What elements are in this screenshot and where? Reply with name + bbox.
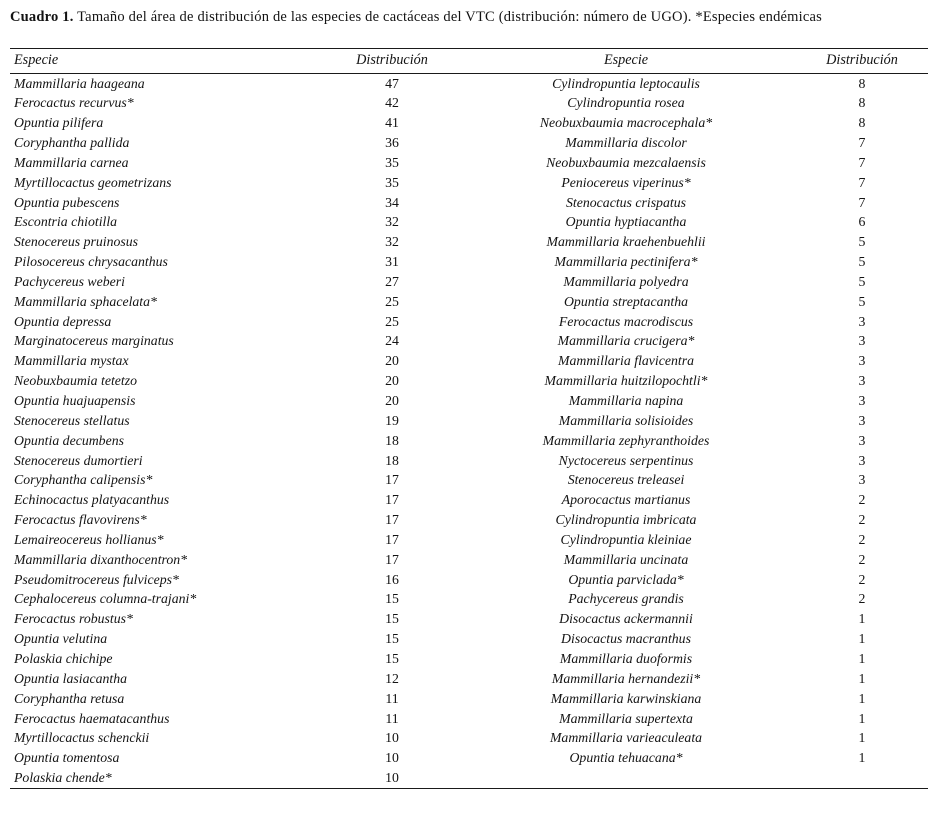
species-cell-right: Mammillaria kraehenbuehlii [546,234,706,250]
species-cell-right: Mammillaria zephyranthoides [542,432,710,448]
table-row [10,331,928,351]
species-cell-left: Mammillaria mystax [14,353,129,369]
dist-cell-right: 3 [858,452,866,468]
species-cell-left: Coryphantha retusa [14,690,125,706]
dist-cell-right: 8 [858,95,866,111]
dist-cell-left: 32 [385,214,399,230]
species-cell-left: Echinocactus platyacanthus [14,492,170,508]
species-cell-right: Mammillaria supertexta [559,710,693,726]
table-row [10,669,928,689]
dist-cell-left: 24 [385,333,399,349]
species-cell-right: Cylindropuntia imbricata [555,512,697,528]
dist-cell-right: 7 [858,174,866,190]
species-cell-left: Marginatocereus marginatus [14,333,174,349]
table-row [10,113,928,133]
species-cell-left: Lemaireocereus hollianus* [14,531,164,547]
dist-cell-right: 2 [858,551,866,567]
species-cell-left: Mammillaria carnea [14,154,129,170]
table-row [10,728,928,748]
dist-cell-left: 20 [385,353,399,369]
species-cell-left: Polaskia chichipe [14,650,113,666]
species-cell-right: Nyctocereus serpentinus [558,452,694,468]
dist-cell-right [796,768,928,788]
dist-cell-left: 36 [385,135,399,151]
table-row [10,470,928,490]
table-row [10,530,928,550]
dist-cell-left: 15 [385,591,399,607]
species-cell-right: Opuntia parviclada* [568,571,684,587]
species-cell-right: Mammillaria huitzilopochtli* [544,373,708,389]
table-row [10,212,928,232]
species-cell-left: Mammillaria sphacelata* [14,293,157,309]
species-cell-right [456,768,796,788]
dist-cell-right: 1 [858,690,866,706]
species-cell-left: Ferocactus haematacanthus [14,710,170,726]
table-row [10,689,928,709]
species-cell-right: Mammillaria napina [568,393,684,408]
species-cell-left: Stenocereus pruinosus [14,234,139,250]
dist-cell-right: 3 [858,313,866,329]
table-row [10,173,928,193]
dist-cell-left: 19 [385,412,399,428]
table-caption-label: Cuadro 1. [10,9,74,25]
table-row [10,629,928,649]
header-distribucion-right: Distribución [796,48,928,73]
dist-cell-right: 1 [858,670,866,686]
dist-cell-left: 15 [385,631,399,647]
table-row [10,431,928,451]
species-cell-right: Mammillaria duoformis [559,650,693,666]
dist-cell-right: 3 [858,333,866,349]
species-cell-left: Myrtillocactus schenckii [14,730,150,746]
dist-cell-right: 3 [858,432,866,448]
dist-cell-left: 17 [385,512,399,528]
dist-cell-right: 2 [858,492,866,508]
table-row [10,748,928,768]
dist-cell-left: 16 [385,571,399,587]
dist-cell-right: 2 [858,571,866,587]
dist-cell-left: 10 [385,770,399,786]
table-row [10,272,928,292]
species-cell-left: Coryphantha calipensis* [14,472,153,488]
dist-cell-left: 31 [385,254,399,270]
dist-cell-left: 18 [385,452,399,468]
table-row [10,550,928,570]
dist-cell-right: 3 [858,472,866,488]
species-cell-left: Ferocactus robustus* [14,611,133,627]
dist-cell-left: 17 [385,472,399,488]
species-cell-left: Mammillaria haageana [14,75,145,91]
species-cell-left: Ferocactus recurvus* [14,95,134,111]
species-cell-right: Mammillaria varieaculeata [549,730,703,746]
dist-cell-left: 10 [385,730,399,746]
dist-cell-left: 11 [385,710,399,726]
table-header-row [10,48,928,73]
dist-cell-left: 15 [385,650,399,666]
species-cell-left: Opuntia pilifera [14,115,104,131]
dist-cell-right: 7 [858,154,866,170]
species-cell-left: Opuntia velutina [14,631,108,647]
species-cell-right: Mammillaria hernandezii* [551,670,701,686]
dist-cell-left: 20 [385,373,399,389]
dist-cell-left: 12 [385,670,399,686]
species-cell-right: Pachycereus grandis [568,591,684,607]
species-cell-left: Pachycereus weberi [14,273,125,289]
species-cell-right: Mammillaria flavicentra [557,353,695,369]
dist-cell-right: 2 [858,512,866,528]
species-cell-left: Opuntia depressa [14,313,112,329]
species-cell-right: Opuntia hyptiacantha [565,214,687,230]
table-row [10,490,928,510]
dist-cell-right: 3 [858,373,866,389]
table-row [10,768,928,788]
dist-cell-right: 6 [858,214,866,230]
table-row [10,93,928,113]
species-cell-right: Ferocactus macrodiscus [558,313,694,329]
table-row [10,252,928,272]
dist-cell-right: 1 [858,750,866,766]
species-cell-right: Disocactus macranthus [561,631,691,647]
table-row [10,153,928,173]
species-cell-left: Opuntia lasiacantha [14,670,128,686]
dist-cell-left: 15 [385,611,399,627]
species-cell-right: Cylindropuntia kleiniae [560,531,692,547]
dist-cell-left: 42 [385,95,399,111]
species-cell-left: Escontria chiotilla [14,214,118,230]
dist-cell-left: 41 [385,115,399,131]
species-cell-right: Cylindropuntia leptocaulis [552,75,700,91]
species-cell-right: Cylindropuntia rosea [567,95,685,111]
table-row [10,649,928,669]
table-row [10,133,928,153]
species-cell-left: Cephalocereus columna-trajani* [14,591,197,607]
species-cell-right: Mammillaria pectinifera* [554,254,698,270]
species-cell-right: Peniocereus viperinus* [561,174,691,190]
dist-cell-right: 8 [858,75,866,91]
species-cell-right: Stenocactus crispatus [566,194,686,210]
table-caption-text: Tamaño del área de distribución de las especies de cactáceas del VTC (distribución: número de UGO). *Especies endémicas [73,9,822,25]
table-row [10,451,928,471]
table-row [10,73,928,93]
species-cell-right: Stenocereus treleasei [567,472,685,488]
table-row [10,589,928,609]
species-cell-left: Opuntia decumbens [14,432,124,448]
dist-cell-right: 8 [858,115,866,131]
species-cell-left: Coryphantha pallida [14,135,130,151]
table-row [10,232,928,252]
header-especie-right: Especie [456,48,796,73]
dist-cell-left: 34 [385,194,399,210]
dist-cell-right: 1 [858,650,866,666]
header-especie-left: Especie [10,48,328,73]
dist-cell-right: 5 [858,273,866,289]
species-cell-left: Stenocereus stellatus [14,412,130,428]
species-cell-left: Opuntia huajuapensis [14,393,136,408]
dist-cell-right: 5 [858,254,866,270]
dist-cell-right: 2 [858,531,866,547]
distribution-table [10,48,928,789]
table-row [10,371,928,391]
dist-cell-right: 7 [858,135,866,151]
dist-cell-left: 35 [385,154,399,170]
dist-cell-right: 5 [858,234,866,250]
species-cell-left: Stenocereus dumortieri [14,452,143,468]
species-cell-right: Mammillaria discolor [565,135,687,151]
species-cell-left: Pilosocereus chrysacanthus [14,254,168,270]
dist-cell-right: 3 [858,412,866,428]
species-cell-left: Myrtillocactus geometrizans [14,174,172,190]
table-row [10,193,928,213]
dist-cell-left: 25 [385,313,399,329]
table-row [10,391,928,411]
dist-cell-left: 47 [385,75,399,91]
table-row [10,609,928,629]
species-cell-right: Mammillaria karwinskiana [550,690,702,706]
dist-cell-left: 17 [385,551,399,567]
species-cell-right: Mammillaria uncinata [563,551,689,567]
table-row [10,510,928,530]
dist-cell-right: 3 [858,353,866,369]
dist-cell-left: 20 [385,393,399,408]
species-cell-right: Aporocactus martianus [561,492,691,508]
species-cell-right: Mammillaria polyedra [563,273,689,289]
dist-cell-right: 1 [858,710,866,726]
species-cell-right: Mammillaria solisioides [558,412,694,428]
table-row [10,570,928,590]
dist-cell-left: 35 [385,174,399,190]
dist-cell-right: 1 [858,730,866,746]
species-cell-left: Opuntia tomentosa [14,750,120,766]
dist-cell-right: 5 [858,293,866,309]
species-cell-left: Mammillaria dixanthocentron* [14,551,188,567]
dist-cell-left: 17 [385,531,399,547]
dist-cell-right: 1 [858,611,866,627]
species-cell-left: Neobuxbaumia tetetzo [14,373,137,389]
dist-cell-left: 27 [385,273,399,289]
species-cell-left: Pseudomitrocereus fulviceps* [14,571,179,587]
table-row [10,411,928,431]
species-cell-right: Neobuxbaumia mezcalaensis [546,154,706,170]
header-distribucion-left: Distribución [328,48,456,73]
dist-cell-left: 25 [385,293,399,309]
table-body [10,73,928,788]
dist-cell-right: 1 [858,631,866,647]
table-row [10,292,928,312]
dist-cell-left: 11 [385,690,399,706]
table-row [10,351,928,371]
dist-cell-left: 10 [385,750,399,766]
dist-cell-right: 2 [858,591,866,607]
table-caption [10,8,926,27]
species-cell-left: Ferocactus flavovirens* [14,512,147,528]
species-cell-left: Polaskia chende* [14,770,112,786]
dist-cell-left: 17 [385,492,399,508]
dist-cell-right: 7 [858,194,866,210]
dist-cell-right: 3 [858,393,866,408]
species-cell-right: Mammillaria crucigera* [557,333,695,349]
species-cell-right: Opuntia tehuacana* [569,750,683,766]
table-row [10,312,928,332]
table-row [10,709,928,729]
species-cell-right: Opuntia streptacantha [563,293,689,309]
dist-cell-left: 18 [385,432,399,448]
species-cell-right: Neobuxbaumia macrocephala* [539,115,713,131]
dist-cell-left: 32 [385,234,399,250]
species-cell-right: Disocactus ackermannii [559,611,693,627]
species-cell-left: Opuntia pubescens [14,194,120,210]
